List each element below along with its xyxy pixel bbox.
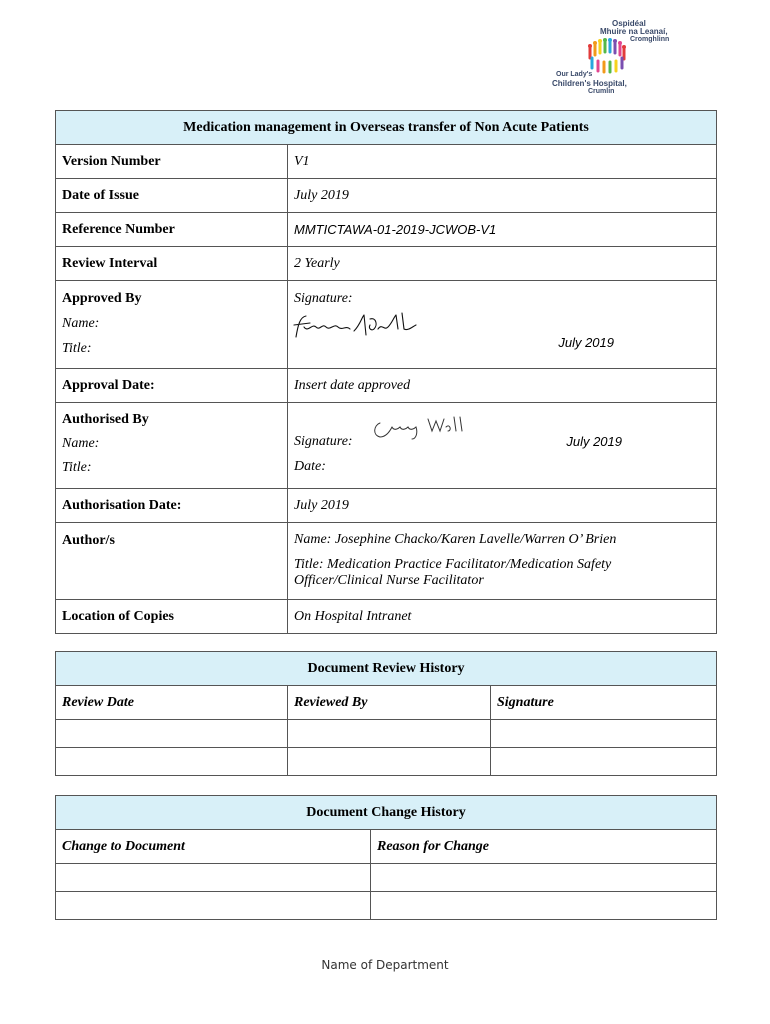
- table-cell: [56, 892, 371, 920]
- authorisation-date-label: Authorisation Date:: [56, 489, 288, 523]
- authorisation-date-value: July 2019: [288, 489, 717, 523]
- reason-for-change-header: Reason for Change: [371, 830, 717, 864]
- authorised-name-label: Name:: [62, 436, 100, 451]
- table-cell: [56, 748, 288, 776]
- table-cell: [288, 720, 491, 748]
- authorised-date-value: July 2019: [566, 434, 622, 449]
- review-history-table: [55, 651, 717, 776]
- hospital-logo: [548, 16, 688, 98]
- table-cell: [56, 720, 288, 748]
- authors-cell: [288, 523, 717, 600]
- table-cell: [288, 748, 491, 776]
- review-date-header: Review Date: [56, 686, 288, 720]
- authors-label: Author/s: [56, 523, 288, 600]
- authorised-by-label: Authorised By: [62, 412, 149, 427]
- authors-names: Name: Josephine Chacko/Karen Lavelle/Warren O’ Brien: [294, 532, 617, 547]
- logo-irish-line3: Cromghlinn: [630, 36, 670, 43]
- signature-header: Signature: [491, 686, 717, 720]
- approval-date-value: Insert date approved: [288, 369, 717, 403]
- table-cell: [491, 748, 717, 776]
- logo-irish-line2: Mhuire na Leanaí,: [600, 27, 668, 36]
- authorised-title-label: Title:: [62, 460, 92, 475]
- page-footer: Name of Department: [321, 958, 449, 972]
- approved-signature-image: [292, 311, 422, 343]
- authorised-signature-label: Signature:: [294, 434, 353, 449]
- change-to-document-header: Change to Document: [56, 830, 371, 864]
- issue-date-value: July 2019: [288, 179, 717, 213]
- document-title: Medication management in Overseas transfer of Non Acute Patients: [56, 111, 717, 145]
- authorised-date-label: Date:: [294, 459, 326, 474]
- approved-signature-label: Signature:: [294, 291, 353, 306]
- logo-english-line1: Our Lady's: [556, 71, 593, 78]
- approved-date-value: July 2019: [558, 335, 614, 350]
- location-value: On Hospital Intranet: [288, 600, 717, 634]
- children-ring-icon: [584, 38, 630, 74]
- approval-date-label: Approval Date:: [56, 369, 288, 403]
- approved-by-label: Approved By: [62, 291, 142, 306]
- review-history-title: Document Review History: [56, 652, 717, 686]
- table-cell: [491, 720, 717, 748]
- reviewed-by-header: Reviewed By: [288, 686, 491, 720]
- table-cell: [56, 864, 371, 892]
- approved-name-label: Name:: [62, 316, 100, 331]
- review-interval-value: 2 Yearly: [288, 247, 717, 281]
- logo-english-line2: Children's Hospital,: [552, 79, 627, 88]
- approved-title-label: Title:: [62, 341, 92, 356]
- table-row: [56, 748, 717, 776]
- authors-title-line2: Officer/Clinical Nurse Facilitator: [294, 573, 484, 588]
- version-value: V1: [288, 145, 717, 179]
- table-row: [56, 892, 717, 920]
- table-row: [56, 864, 717, 892]
- review-interval-label: Review Interval: [56, 247, 288, 281]
- change-history-title: Document Change History: [56, 796, 717, 830]
- approved-by-cell: [56, 281, 288, 369]
- authorised-by-cell: [56, 403, 288, 489]
- table-cell: [371, 892, 717, 920]
- table-row: [56, 720, 717, 748]
- reference-value: MMTICTAWA-01-2019-JCWOB-V1: [288, 213, 717, 247]
- table-cell: [371, 864, 717, 892]
- authorised-signature-image: [370, 415, 466, 443]
- authors-title-line1: Title: Medication Practice Facilitator/Medication Safety: [294, 557, 612, 572]
- approved-signature-cell: [288, 281, 717, 369]
- authorised-signature-cell: [288, 403, 717, 489]
- location-label: Location of Copies: [56, 600, 288, 634]
- change-history-table: [55, 795, 717, 920]
- logo-english-line3: Crumlin: [588, 88, 615, 95]
- logo-irish-line1: Ospidéal: [612, 19, 646, 28]
- reference-label: Reference Number: [56, 213, 288, 247]
- document-control-table: [55, 110, 717, 634]
- issue-date-label: Date of Issue: [56, 179, 288, 213]
- version-label: Version Number: [56, 145, 288, 179]
